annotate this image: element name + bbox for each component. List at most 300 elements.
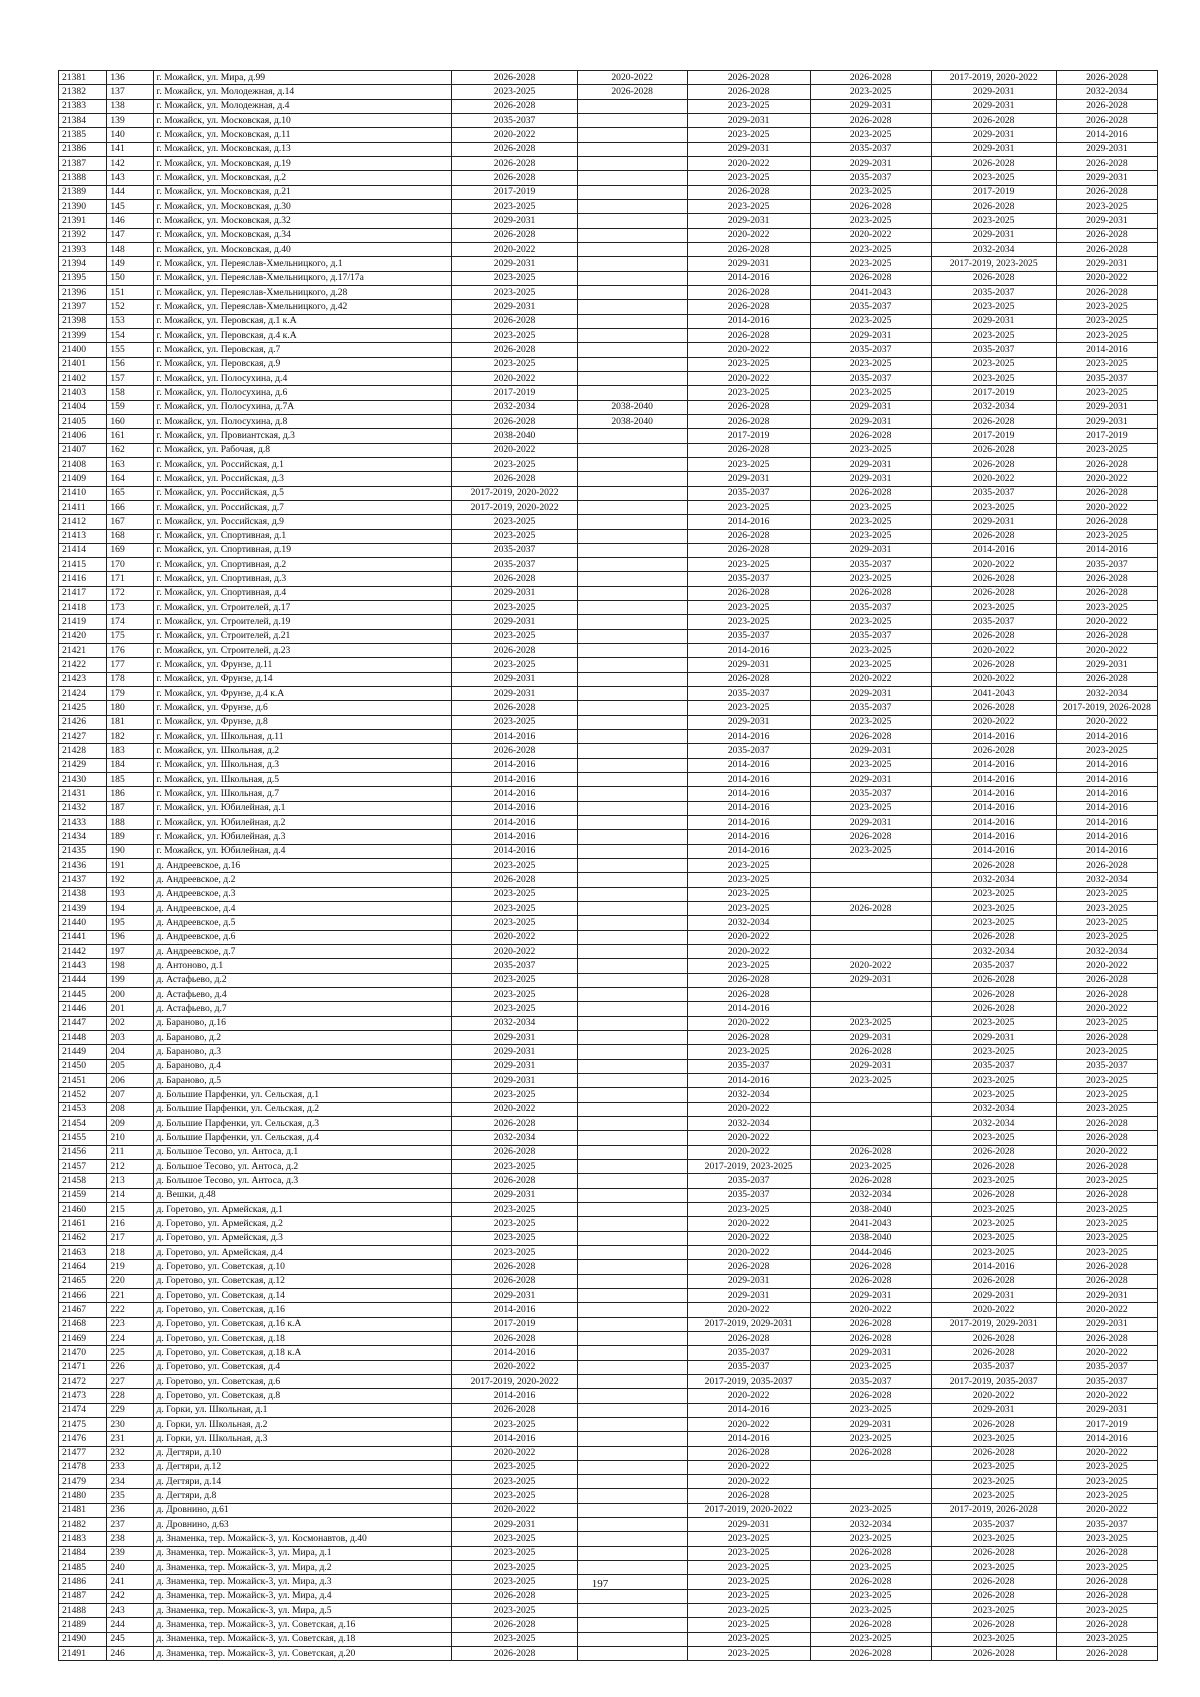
period-cell-5: 2026-2028 (931, 1331, 1056, 1345)
period-cell-1: 2023-2025 (452, 1532, 577, 1546)
address-cell: г. Можайск, ул. Московская, д.19 (153, 156, 452, 170)
period-cell-3: 2026-2028 (687, 285, 810, 299)
period-cell-4: 2035-2037 (810, 558, 931, 572)
period-cell-2 (577, 543, 687, 557)
period-cell-4 (810, 1475, 931, 1489)
period-cell-2 (577, 1231, 687, 1245)
row-number-cell: 197 (107, 945, 153, 959)
period-cell-1: 2023-2025 (452, 1002, 577, 1016)
table-row (59, 1632, 1158, 1646)
period-cell-6: 2029-2031 (1056, 142, 1157, 156)
period-cell-4: 2026-2028 (810, 1575, 931, 1589)
period-cell-6: 2023-2025 (1056, 1489, 1157, 1503)
period-cell-6: 2029-2031 (1056, 257, 1157, 271)
row-number-cell: 224 (107, 1331, 153, 1345)
period-cell-6: 2035-2037 (1056, 1374, 1157, 1388)
table-row (59, 1403, 1158, 1417)
period-cell-4: 2026-2028 (810, 830, 931, 844)
period-cell-5: 2026-2028 (931, 1618, 1056, 1632)
address-cell: д. Бараново, д.2 (153, 1030, 452, 1044)
period-cell-5: 2023-2025 (931, 214, 1056, 228)
table-row (59, 801, 1158, 815)
period-cell-3: 2035-2037 (687, 629, 810, 643)
period-cell-3: 2032-2034 (687, 1116, 810, 1130)
table-row (59, 1116, 1158, 1130)
period-cell-2 (577, 285, 687, 299)
period-cell-5: 2023-2025 (931, 1016, 1056, 1030)
row-id-cell: 21454 (59, 1116, 107, 1130)
period-cell-3: 2017-2019, 2023-2025 (687, 1159, 810, 1173)
period-cell-1: 2029-2031 (452, 615, 577, 629)
period-cell-2 (577, 1145, 687, 1159)
period-cell-4: 2041-2043 (810, 1217, 931, 1231)
row-number-cell: 149 (107, 257, 153, 271)
row-number-cell: 200 (107, 988, 153, 1002)
table-row (59, 687, 1158, 701)
period-cell-2 (577, 371, 687, 385)
period-cell-5: 2026-2028 (931, 529, 1056, 543)
period-cell-4: 2029-2031 (810, 773, 931, 787)
period-cell-3: 2035-2037 (687, 1059, 810, 1073)
period-cell-1: 2026-2028 (452, 1403, 577, 1417)
period-cell-1: 2023-2025 (452, 629, 577, 643)
table-row (59, 429, 1158, 443)
period-cell-6: 2023-2025 (1056, 1088, 1157, 1102)
row-id-cell: 21448 (59, 1030, 107, 1044)
address-cell: г. Можайск, ул. Российская, д.7 (153, 500, 452, 514)
period-cell-5: 2026-2028 (931, 859, 1056, 873)
row-id-cell: 21442 (59, 945, 107, 959)
period-cell-3: 2023-2025 (687, 1561, 810, 1575)
period-cell-5: 2026-2028 (931, 572, 1056, 586)
period-cell-1: 2020-2022 (452, 443, 577, 457)
period-cell-2 (577, 357, 687, 371)
period-cell-2 (577, 1417, 687, 1431)
row-id-cell: 21381 (59, 71, 107, 85)
address-cell: д. Знаменка, тер. Можайск-3, ул. Космонавтов, д.40 (153, 1532, 452, 1546)
address-cell: д. Знаменка, тер. Можайск-3, ул. Мира, д.5 (153, 1604, 452, 1618)
row-number-cell: 203 (107, 1030, 153, 1044)
table-row (59, 1589, 1158, 1603)
period-cell-3: 2026-2028 (687, 672, 810, 686)
period-cell-4: 2023-2025 (810, 185, 931, 199)
address-cell: г. Можайск, ул. Московская, д.13 (153, 142, 452, 156)
period-cell-6: 2020-2022 (1056, 715, 1157, 729)
address-cell: д. Антоново, д.1 (153, 959, 452, 973)
table-row (59, 615, 1158, 629)
address-cell: д. Большие Парфенки, ул. Сельская, д.1 (153, 1088, 452, 1102)
period-cell-1: 2035-2037 (452, 558, 577, 572)
period-cell-6: 2029-2031 (1056, 171, 1157, 185)
period-cell-4: 2023-2025 (810, 500, 931, 514)
period-cell-2 (577, 1188, 687, 1202)
address-cell: г. Можайск, ул. Московская, д.30 (153, 199, 452, 213)
period-cell-2 (577, 257, 687, 271)
period-cell-4: 2023-2025 (810, 715, 931, 729)
table-row (59, 1432, 1158, 1446)
row-id-cell: 21427 (59, 730, 107, 744)
address-cell: г. Можайск, ул. Полосухина, д.6 (153, 386, 452, 400)
row-id-cell: 21460 (59, 1202, 107, 1216)
period-cell-5: 2029-2031 (931, 85, 1056, 99)
period-cell-4: 2023-2025 (810, 758, 931, 772)
period-cell-2 (577, 1403, 687, 1417)
period-cell-1: 2026-2028 (452, 744, 577, 758)
period-cell-4: 2023-2025 (810, 1360, 931, 1374)
address-cell: д. Андреевское, д.3 (153, 887, 452, 901)
address-cell: г. Можайск, ул. Московская, д.40 (153, 242, 452, 256)
row-id-cell: 21481 (59, 1503, 107, 1517)
row-number-cell: 182 (107, 730, 153, 744)
row-number-cell: 150 (107, 271, 153, 285)
period-cell-3: 2029-2031 (687, 658, 810, 672)
row-id-cell: 21394 (59, 257, 107, 271)
period-cell-5: 2017-2019 (931, 185, 1056, 199)
period-cell-3: 2026-2028 (687, 242, 810, 256)
period-cell-3: 2017-2019 (687, 429, 810, 443)
period-cell-6: 2026-2028 (1056, 572, 1157, 586)
table-row (59, 1202, 1158, 1216)
period-cell-3: 2029-2031 (687, 257, 810, 271)
row-number-cell: 168 (107, 529, 153, 543)
period-cell-6: 2020-2022 (1056, 1303, 1157, 1317)
row-id-cell: 21491 (59, 1647, 107, 1661)
period-cell-5: 2026-2028 (931, 744, 1056, 758)
period-cell-5: 2029-2031 (931, 1403, 1056, 1417)
row-number-cell: 221 (107, 1288, 153, 1302)
address-cell: г. Можайск, ул. Юбилейная, д.4 (153, 844, 452, 858)
period-cell-1: 2026-2028 (452, 1589, 577, 1603)
period-cell-3: 2026-2028 (687, 988, 810, 1002)
address-cell: г. Можайск, ул. Российская, д.9 (153, 515, 452, 529)
period-cell-3: 2020-2022 (687, 1102, 810, 1116)
period-cell-3: 2014-2016 (687, 1002, 810, 1016)
period-cell-5: 2041-2043 (931, 687, 1056, 701)
period-cell-6: 2020-2022 (1056, 1145, 1157, 1159)
period-cell-2 (577, 1374, 687, 1388)
period-cell-1: 2020-2022 (452, 1360, 577, 1374)
address-cell: г. Можайск, ул. Школьная, д.3 (153, 758, 452, 772)
period-cell-4 (810, 887, 931, 901)
table-row (59, 1618, 1158, 1632)
period-cell-6: 2014-2016 (1056, 787, 1157, 801)
period-cell-1: 2014-2016 (452, 1346, 577, 1360)
table-row (59, 1503, 1158, 1517)
period-cell-3: 2026-2028 (687, 71, 810, 85)
address-cell: г. Можайск, ул. Строителей, д.17 (153, 601, 452, 615)
row-id-cell: 21450 (59, 1059, 107, 1073)
period-cell-3: 2023-2025 (687, 1575, 810, 1589)
row-id-cell: 21446 (59, 1002, 107, 1016)
period-cell-4: 2020-2022 (810, 672, 931, 686)
period-cell-6: 2017-2019 (1056, 429, 1157, 443)
period-cell-4: 2023-2025 (810, 572, 931, 586)
period-cell-5: 2023-2025 (931, 1045, 1056, 1059)
period-cell-5: 2017-2019, 2029-2031 (931, 1317, 1056, 1331)
period-cell-3: 2014-2016 (687, 787, 810, 801)
period-cell-4: 2023-2025 (810, 1016, 931, 1030)
period-cell-1: 2026-2028 (452, 414, 577, 428)
period-cell-3: 2023-2025 (687, 959, 810, 973)
address-cell: д. Большие Парфенки, ул. Сельская, д.4 (153, 1131, 452, 1145)
address-cell: д. Дегтяри, д.14 (153, 1475, 452, 1489)
period-cell-3: 2023-2025 (687, 128, 810, 142)
row-number-cell: 156 (107, 357, 153, 371)
row-id-cell: 21391 (59, 214, 107, 228)
row-id-cell: 21482 (59, 1518, 107, 1532)
period-cell-1: 2035-2037 (452, 543, 577, 557)
address-cell: г. Можайск, ул. Перовская, д.7 (153, 343, 452, 357)
period-cell-2 (577, 830, 687, 844)
row-number-cell: 179 (107, 687, 153, 701)
row-id-cell: 21421 (59, 644, 107, 658)
table-row (59, 1016, 1158, 1030)
period-cell-5: 2020-2022 (931, 715, 1056, 729)
period-cell-2 (577, 529, 687, 543)
period-cell-1: 2026-2028 (452, 71, 577, 85)
address-cell: г. Можайск, ул. Переяслав-Хмельницкого, д.17/17а (153, 271, 452, 285)
period-cell-5: 2020-2022 (931, 1303, 1056, 1317)
period-cell-1: 2023-2025 (452, 1417, 577, 1431)
period-cell-6: 2014-2016 (1056, 830, 1157, 844)
period-cell-2 (577, 1561, 687, 1575)
table-row (59, 228, 1158, 242)
period-cell-1: 2026-2028 (452, 701, 577, 715)
period-cell-1: 2014-2016 (452, 1303, 577, 1317)
period-cell-2 (577, 1317, 687, 1331)
period-cell-3: 2023-2025 (687, 1532, 810, 1546)
address-cell: д. Андреевское, д.16 (153, 859, 452, 873)
address-cell: д. Горки, ул. Школьная, д.1 (153, 1403, 452, 1417)
period-cell-2 (577, 1446, 687, 1460)
table-row (59, 916, 1158, 930)
period-cell-6: 2023-2025 (1056, 930, 1157, 944)
address-cell: г. Можайск, ул. Строителей, д.23 (153, 644, 452, 658)
address-cell: д. Знаменка, тер. Можайск-3, ул. Мира, д.1 (153, 1546, 452, 1560)
period-cell-2 (577, 1460, 687, 1474)
period-cell-6: 2023-2025 (1056, 916, 1157, 930)
register-sheet (58, 70, 1158, 1661)
period-cell-5: 2029-2031 (931, 515, 1056, 529)
period-cell-3: 2026-2028 (687, 1446, 810, 1460)
period-cell-2 (577, 715, 687, 729)
period-cell-2 (577, 271, 687, 285)
table-row (59, 400, 1158, 414)
period-cell-2 (577, 1174, 687, 1188)
row-number-cell: 220 (107, 1274, 153, 1288)
period-cell-2 (577, 242, 687, 256)
period-cell-6: 2023-2025 (1056, 1202, 1157, 1216)
table-row (59, 500, 1158, 514)
address-cell: д. Большие Парфенки, ул. Сельская, д.2 (153, 1102, 452, 1116)
period-cell-2 (577, 1002, 687, 1016)
row-id-cell: 21400 (59, 343, 107, 357)
period-cell-4: 2023-2025 (810, 1503, 931, 1517)
table-row (59, 1245, 1158, 1259)
period-cell-4: 2044-2046 (810, 1245, 931, 1259)
row-id-cell: 21417 (59, 586, 107, 600)
period-cell-1: 2014-2016 (452, 787, 577, 801)
row-id-cell: 21393 (59, 242, 107, 256)
row-id-cell: 21485 (59, 1561, 107, 1575)
period-cell-3: 2026-2028 (687, 185, 810, 199)
period-cell-2 (577, 1059, 687, 1073)
period-cell-4: 2035-2037 (810, 142, 931, 156)
address-cell: д. Горетово, ул. Советская, д.12 (153, 1274, 452, 1288)
period-cell-3: 2014-2016 (687, 758, 810, 772)
period-cell-3: 2017-2019, 2035-2037 (687, 1374, 810, 1388)
row-id-cell: 21447 (59, 1016, 107, 1030)
row-id-cell: 21459 (59, 1188, 107, 1202)
table-row (59, 1088, 1158, 1102)
period-cell-2 (577, 1073, 687, 1087)
period-cell-5: 2026-2028 (931, 629, 1056, 643)
period-cell-2 (577, 1532, 687, 1546)
period-cell-5: 2035-2037 (931, 1360, 1056, 1374)
period-cell-5: 2026-2028 (931, 973, 1056, 987)
row-number-cell: 241 (107, 1575, 153, 1589)
row-id-cell: 21432 (59, 801, 107, 815)
period-cell-2 (577, 214, 687, 228)
row-number-cell: 217 (107, 1231, 153, 1245)
table-row (59, 214, 1158, 228)
row-id-cell: 21473 (59, 1389, 107, 1403)
period-cell-6: 2023-2025 (1056, 1174, 1157, 1188)
address-cell: г. Можайск, ул. Строителей, д.21 (153, 629, 452, 643)
period-cell-1: 2023-2025 (452, 902, 577, 916)
period-cell-3: 2020-2022 (687, 930, 810, 944)
row-number-cell: 194 (107, 902, 153, 916)
period-cell-1: 2029-2031 (452, 1030, 577, 1044)
period-cell-4: 2023-2025 (810, 844, 931, 858)
period-cell-3: 2014-2016 (687, 773, 810, 787)
period-cell-4 (810, 916, 931, 930)
period-cell-6: 2023-2025 (1056, 357, 1157, 371)
period-cell-1: 2017-2019, 2020-2022 (452, 500, 577, 514)
period-cell-5: 2014-2016 (931, 801, 1056, 815)
row-number-cell: 141 (107, 142, 153, 156)
row-id-cell: 21410 (59, 486, 107, 500)
period-cell-5: 2023-2025 (931, 887, 1056, 901)
period-cell-4: 2038-2040 (810, 1231, 931, 1245)
table-row (59, 701, 1158, 715)
period-cell-3: 2017-2019, 2029-2031 (687, 1317, 810, 1331)
row-id-cell: 21396 (59, 285, 107, 299)
period-cell-1: 2026-2028 (452, 99, 577, 113)
period-cell-6: 2020-2022 (1056, 271, 1157, 285)
period-cell-4: 2029-2031 (810, 744, 931, 758)
table-row (59, 71, 1158, 85)
period-cell-3: 2026-2028 (687, 529, 810, 543)
address-cell: д. Знаменка, тер. Можайск-3, ул. Мира, д.4 (153, 1589, 452, 1603)
period-cell-2 (577, 199, 687, 213)
period-cell-6: 2026-2028 (1056, 988, 1157, 1002)
period-cell-2 (577, 1331, 687, 1345)
period-cell-5: 2026-2028 (931, 199, 1056, 213)
row-id-cell: 21435 (59, 844, 107, 858)
row-number-cell: 215 (107, 1202, 153, 1216)
address-cell: г. Можайск, ул. Российская, д.5 (153, 486, 452, 500)
period-cell-4: 2026-2028 (810, 1546, 931, 1560)
period-cell-1: 2026-2028 (452, 644, 577, 658)
period-cell-2 (577, 629, 687, 643)
row-number-cell: 158 (107, 386, 153, 400)
table-row (59, 1604, 1158, 1618)
period-cell-3: 2023-2025 (687, 1618, 810, 1632)
period-cell-6: 2026-2028 (1056, 113, 1157, 127)
period-cell-5: 2032-2034 (931, 873, 1056, 887)
period-cell-3: 2029-2031 (687, 142, 810, 156)
row-number-cell: 183 (107, 744, 153, 758)
period-cell-2 (577, 1360, 687, 1374)
period-cell-5: 2023-2025 (931, 1604, 1056, 1618)
address-cell: д. Дегтяри, д.12 (153, 1460, 452, 1474)
period-cell-1: 2026-2028 (452, 1274, 577, 1288)
period-cell-6: 2026-2028 (1056, 859, 1157, 873)
address-cell: г. Можайск, ул. Перовская, д.1 к.А (153, 314, 452, 328)
period-cell-5: 2026-2028 (931, 701, 1056, 715)
period-cell-2 (577, 1217, 687, 1231)
address-cell: д. Большие Парфенки, ул. Сельская, д.3 (153, 1116, 452, 1130)
row-number-cell: 201 (107, 1002, 153, 1016)
period-cell-2 (577, 1389, 687, 1403)
period-cell-4: 2020-2022 (810, 959, 931, 973)
period-cell-2 (577, 1131, 687, 1145)
row-number-cell: 207 (107, 1088, 153, 1102)
period-cell-4: 2026-2028 (810, 71, 931, 85)
period-cell-3: 2020-2022 (687, 1389, 810, 1403)
period-cell-3: 2023-2025 (687, 1589, 810, 1603)
period-cell-6: 2026-2028 (1056, 629, 1157, 643)
period-cell-4: 2035-2037 (810, 601, 931, 615)
period-cell-6: 2026-2028 (1056, 99, 1157, 113)
table-row (59, 1288, 1158, 1302)
row-number-cell: 144 (107, 185, 153, 199)
table-row (59, 1030, 1158, 1044)
schedule-table (58, 70, 1158, 1661)
row-number-cell: 180 (107, 701, 153, 715)
period-cell-4: 2026-2028 (810, 429, 931, 443)
row-id-cell: 21385 (59, 128, 107, 142)
period-cell-1: 2026-2028 (452, 314, 577, 328)
period-cell-1: 2029-2031 (452, 1045, 577, 1059)
period-cell-3: 2026-2028 (687, 1331, 810, 1345)
period-cell-6: 2026-2028 (1056, 185, 1157, 199)
period-cell-2 (577, 887, 687, 901)
period-cell-6: 2023-2025 (1056, 887, 1157, 901)
period-cell-2 (577, 658, 687, 672)
row-number-cell: 225 (107, 1346, 153, 1360)
period-cell-4: 2026-2028 (810, 1145, 931, 1159)
period-cell-2: 2038-2040 (577, 414, 687, 428)
period-cell-4: 2035-2037 (810, 343, 931, 357)
row-id-cell: 21398 (59, 314, 107, 328)
period-cell-1: 2023-2025 (452, 285, 577, 299)
address-cell: д. Большое Тесово, ул. Антоса, д.3 (153, 1174, 452, 1188)
period-cell-1: 2029-2031 (452, 1188, 577, 1202)
period-cell-4: 2023-2025 (810, 1604, 931, 1618)
table-row (59, 1475, 1158, 1489)
period-cell-1: 2023-2025 (452, 1202, 577, 1216)
period-cell-2 (577, 816, 687, 830)
address-cell: г. Можайск, ул. Спортивная, д.2 (153, 558, 452, 572)
table-row (59, 859, 1158, 873)
address-cell: г. Можайск, ул. Полосухина, д.7А (153, 400, 452, 414)
period-cell-4: 2029-2031 (810, 328, 931, 342)
period-cell-6: 2023-2025 (1056, 1632, 1157, 1646)
table-row (59, 1174, 1158, 1188)
period-cell-2 (577, 930, 687, 944)
